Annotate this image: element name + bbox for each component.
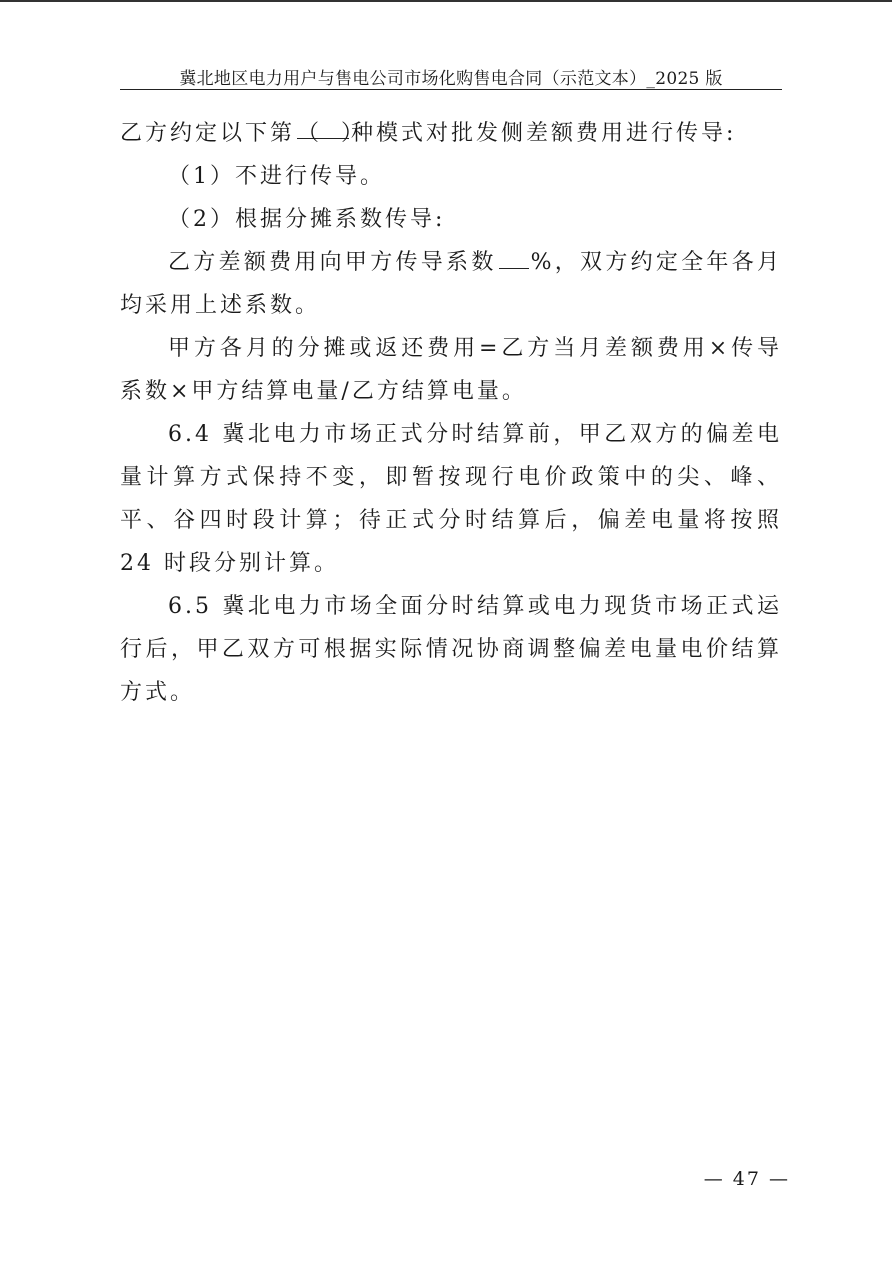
page-number: — 47 — [703, 1168, 790, 1190]
mode-text-after: 种模式对批发侧差额费用进行传导: [351, 121, 737, 146]
header-rule [120, 89, 782, 90]
mode-selection-paragraph [120, 112, 782, 155]
clause-6-4: 6.4 冀北电力市场正式分时结算前，甲乙双方的偏差电量计算方式保持不变，即暂按现行电价政策中的尖、峰、平、谷四时段计算；待正式分时结算后，偏差电量将按照 24 时段分别计算。 [120, 422, 782, 576]
option-1: （1）不进行传导。 [168, 164, 385, 189]
coefficient-paragraph [120, 241, 782, 327]
coefficient-text-after: %，双方约定全年各月均采用上述系数。 [120, 250, 782, 318]
coefficient-blank [499, 242, 529, 269]
coefficient-text-before: 乙方差额费用向甲方传导系数 [168, 250, 497, 275]
running-header: 冀北地区电力用户与售电公司市场化购售电合同（示范文本）_2025 版 [179, 69, 723, 89]
scan-top-edge [0, 0, 892, 2]
formula-paragraph: 甲方各月的分摊或返还费用=乙方当月差额费用×传导系数×甲方结算电量/乙方结算电量。 [120, 336, 782, 404]
contract-body [120, 112, 782, 714]
option-2: （2）根据分摊系数传导: [168, 207, 446, 232]
mode-blank: （ ） [297, 112, 349, 139]
clause-6-5: 6.5 冀北电力市场全面分时结算或电力现货市场正式运行后，甲乙双方可根据实际情况协商调整偏差电量电价结算方式。 [120, 594, 782, 705]
mode-text-before: 乙方约定以下第 [120, 121, 296, 146]
